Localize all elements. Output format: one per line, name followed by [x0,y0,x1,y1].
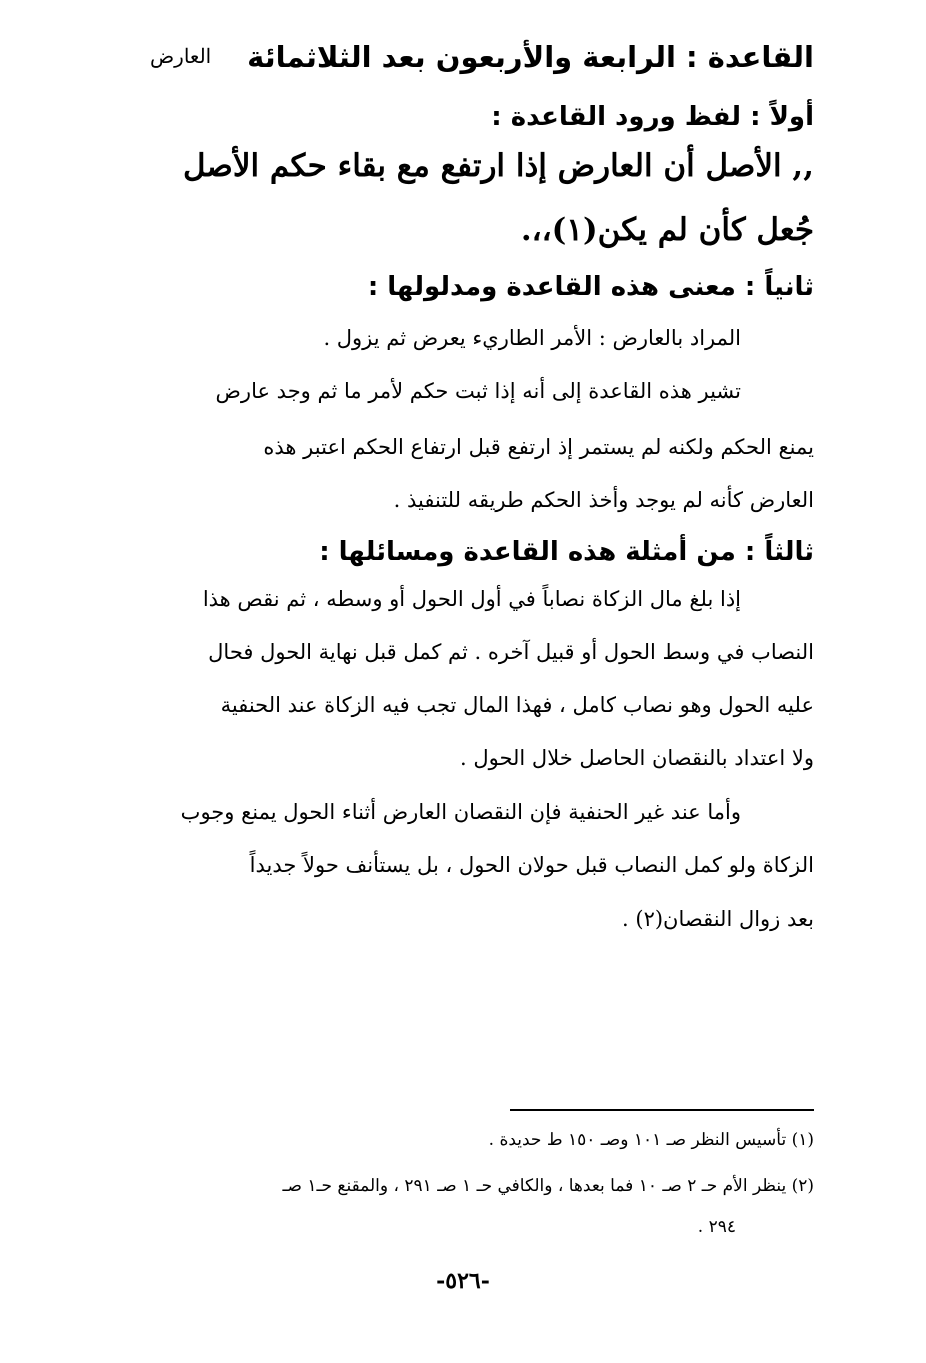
footnote-2: (٢) ينظر الأم حـ ٢ صـ ١٠ فما بعدها ، والكافي حـ ١ صـ ٢٩١ ، والمقنع حـ١ صـ [282,1176,814,1196]
page-number: -٥٢٦- [436,1268,490,1294]
paragraph-line: تشير هذه القاعدة إلى أنه إذا ثبت حكم لأمر ما ثم وجد عارض [215,379,741,403]
footnote-1: (١) تأسيس النظر صـ ١٠١ وصـ ١٥٠ ط حديدة . [488,1130,814,1150]
paragraph-line: عليه الحول وهو نصاب كامل ، فهذا المال تجب فيه الزكاة عند الحنفية [220,693,814,717]
section-heading-2: ثانياً : معنى هذه القاعدة ومدلولها : [367,272,814,302]
section-heading-1: أولاً : لفظ ورود القاعدة : [491,102,814,132]
paragraph-line: ولا اعتداد بالنقصان الحاصل خلال الحول . [460,746,814,770]
running-head: العارض [150,44,212,68]
paragraph-line: بعد زوال النقصان(٢) . [622,907,814,931]
paragraph-line: الزكاة ولو كمل النصاب قبل حولان الحول ، بل يستأنف حولاً جديداً [249,853,814,877]
paragraph-line: وأما عند غير الحنفية فإن النقصان العارض أثناء الحول يمنع وجوب [180,800,741,824]
section-heading-3: ثالثاً : من أمثلة هذه القاعدة ومسائلها : [319,537,814,567]
rule-title: القاعدة : الرابعة والأربعون بعد الثلاثمائة [247,40,814,74]
footnote-2-continuation: ٢٩٤ . [697,1217,736,1237]
rule-quote-line-1: ,, الأصل أن العارض إذا ارتفع مع بقاء حكم الأصل [183,148,814,184]
rule-quote-line-2: جُعل كأن لم يكن(١)،،. [520,212,814,248]
footnote-divider [510,1109,814,1111]
paragraph-line: المراد بالعارض : الأمر الطاريء يعرض ثم يزول . [323,326,741,350]
paragraph-line: العارض كأنه لم يوجد وأخذ الحكم طريقه للتنفيذ . [393,488,814,512]
paragraph-line: النصاب في وسط الحول أو قبيل آخره . ثم كمل قبل نهاية الحول فحال [208,640,814,664]
paragraph-line: إذا بلغ مال الزكاة نصاباً في أول الحول أو وسطه ، ثم نقص هذا [202,587,741,611]
paragraph-line: يمنع الحكم ولكنه لم يستمر إذ ارتفع قبل ارتفاع الحكم اعتبر هذه [263,435,814,459]
